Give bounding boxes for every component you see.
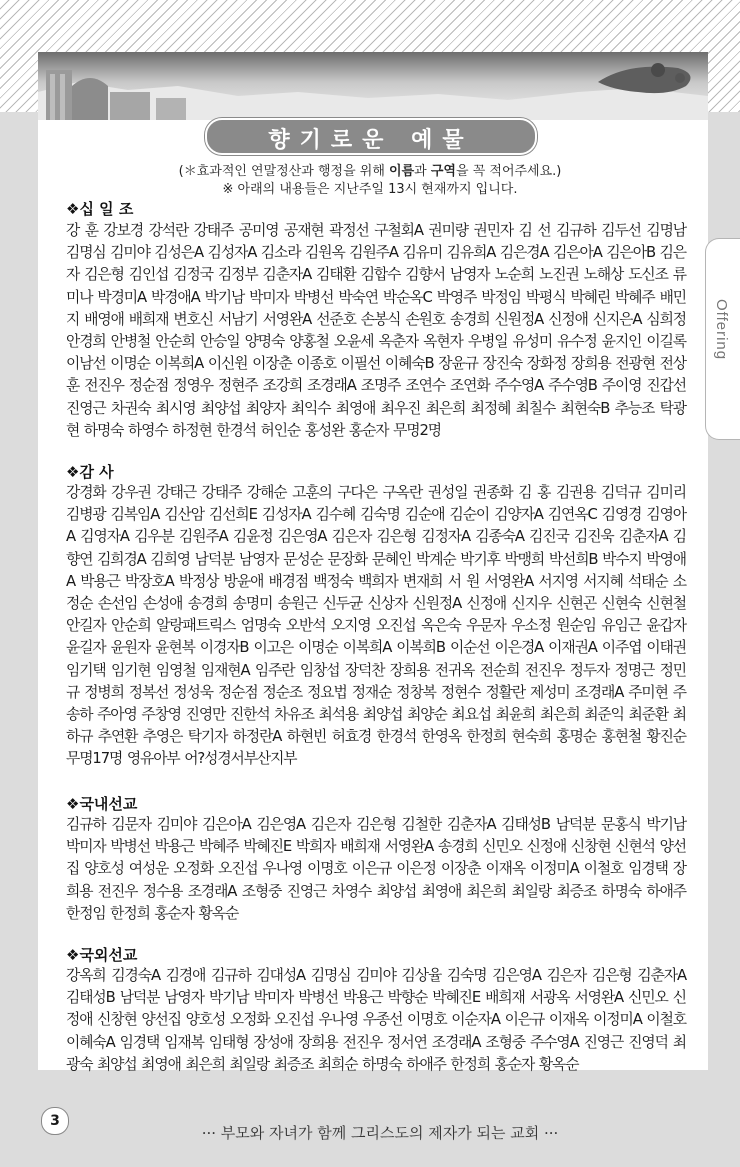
- notice-text-mid: 과: [414, 164, 431, 179]
- notice-text-post: 을 꼭 적어주세요.): [456, 164, 562, 179]
- names-thanks: 강경화 강우권 강태근 강태주 강해순 고훈의 구다은 구옥란 권성일 권종화 김 홍 김권용 김덕규 김미리 김병광 김복임A 김산암 김선희E 김성자A 김수혜 김숙명 김순애 김순이 김양자A 김연옥C 김영경 김영아A 김영자A 김우분 김원주A 김윤정 김은영A 김은자 김은형 김정자A 김종숙A 김진국 김진욱 김춘자A 김향연 김희경A 김희영 남덕분 남영자 문성순 문장화 문혜인 박계순 박기후 박맹희 박선희B 박수지 박영애A 박용근 박장호A 박정상 방윤애 배경점 백정숙 백희자 변재희 서 원 서영완A 서지영 서지혜 석태순 소정순 손선임 손성애 송경희 송명미 송원근 신두균 신상자 신원정A 신정애 신지우 신현곤 신현숙 신현철 안길자 안순희 알랑패트릭스 엄명숙 오반석 오지영 오진섭 옥은숙 우문자 우소정 원순임 유임근 윤갑자 윤길자 윤원자 윤현복 이경자B 이고은 이명순 이복희A 이복희B 이순선 이은경A 이재권A 이주엽 이태권 임기택 임기현 임영철 임재현A 임주란 임창섭 장덕찬 장희용 전귀옥 전순희 전진우 정두자 정명근 정민규 정병희 정복선 정성욱 정순점 정순조 정요법 정재순 정창복 정현수 정활란 제성미 조경래A 주미현 주송하 주아영 주창영 진영만 진한석 차유조 최석용 최양섭 최양순 최요섭 최윤희 최은희 최준익 최준환 최하규 추연환 추영은 탁기자 하정란A 하현빈 허효경 한경석 한영옥 한정희 현숙희 홍명순 홍현철 황진순 무명17명 영유아부 어?성경서부산지부: [66, 484, 686, 768]
- names-tithe: 강 훈 강보경 강석란 강태주 공미영 공재현 곽정선 구철회A 권미량 권민자 김 선 김규하 김두선 김명남 김명심 김미야 김성은A 김성자A 김소라 김원옥 김원주A 김유미 김유희A 김은경A 김은아A 김은아B 김은자 김은형 김인섭 김정국 김정부 김춘자A 김태환 김합수 김향서 남영자 노순희 노진권 노해상 도신조 류미나 박경미A 박경애A 박기남 박미자 박병선 박숙연 박순옥C 박영주 박정임 박평식 박혜린 박혜주 배민지 배영애 배희재 변호신 서남기 서영완A 선준호 손봉식 손원호 송경희 신원정A 신정애 신지은A 심희정 안경희 안병철 안순희 안승일 양명숙 양홍철 오윤세 옥춘자 옥현자 우병일 유성미 유수정 윤지인 이길록 이남선 이명순 이복희A 이신원 이장춘 이종호 이필선 이혜숙B 장윤규 장진숙 장화정 장희용 전광현 전상훈 전진우 정순점 정영우 정현주 조강희 조경래A 조명주 조연수 조연화 주수영A 주수영B 주이영 진갑선 진영근 차권숙 최시영 최양섭 최양자 최익수 최영애 최우진 최은희 최정혜 최칠수 최현숙B 추능조 탁광현 하명숙 하영수 하정현 한경석 허인순 홍성완 홍순자 무명2명: [66, 222, 686, 439]
- page-number: 3: [41, 1107, 69, 1135]
- notice-bold-name: 이름: [389, 164, 415, 179]
- notice-line-1: [60, 160, 680, 179]
- footer-motto: ··· 부모와 자녀가 함께 그리스도의 제자가 되는 교회 ···: [201, 1124, 559, 1142]
- names-foreign-mission: 강옥희 김경숙A 김경애 김규하 김대성A 김명심 김미야 김상율 김숙명 김은영A 김은자 김은형 김춘자A 김태성B 남덕분 남영자 박기남 박미자 박병선 박용근 박향순 박혜진E 배희재 서광옥 서영완A 신민오 신정애 신창현 양선집 양호성 오정화 오진섭 우나영 우종선 이명호 이순자A 이은규 이재옥 이정미A 이철호 이혜숙A 임경택 임재복 임태형 장성애 장희용 전진우 정서연 조경래A 조형중 주수영A 진영근 진영덕 최광숙 최양섭 최영애 최은희 최일랑 최증조 최희순 하명숙 하애주 한정희 홍순자 황옥순: [66, 967, 686, 1073]
- notice-text-pre: (＊효과적인 연말정산과 행정을 위해: [178, 164, 390, 179]
- offering-side-tab: [705, 238, 740, 440]
- section-title-foreign-mission: ❖국외선교: [66, 946, 138, 964]
- header-banner-image: [38, 52, 708, 120]
- church-silhouette-illustration: [38, 52, 708, 120]
- section-title-tithe: ❖십 일 조: [66, 200, 134, 218]
- page-title: 향기로운 예물: [268, 128, 474, 153]
- notice-line-2: ※ 아래의 내용들은 지난주일 13시 현재까지 입니다.: [222, 182, 518, 197]
- names-domestic-mission: 김규하 김문자 김미야 김은아A 김은영A 김은자 김은형 김철한 김춘자A 김태성B 남덕분 문홍식 박기남 박미자 박병선 박용근 박혜주 박혜진E 박희자 배희재 서영완A 송경희 신민오 신정애 신창현 신현석 양선집 양호성 여성운 오정화 오진섭 우나영 이명호 이은규 이은정 이장춘 이재옥 이정미A 이철호 임경택 장희용 전진우 정수용 조경래A 조형중 진영근 차영수 최양섭 최영애 최은희 최일랑 최증조 하명숙 하애주 한정임 한정희 홍순자 황옥순: [66, 816, 686, 922]
- section-title-domestic-mission: ❖국내선교: [66, 795, 138, 813]
- notice-bold-district: 구역: [430, 164, 456, 179]
- side-tab-label: Offering: [713, 299, 730, 361]
- title-pill: [205, 118, 537, 155]
- section-title-thanks: ❖감 사: [66, 463, 114, 481]
